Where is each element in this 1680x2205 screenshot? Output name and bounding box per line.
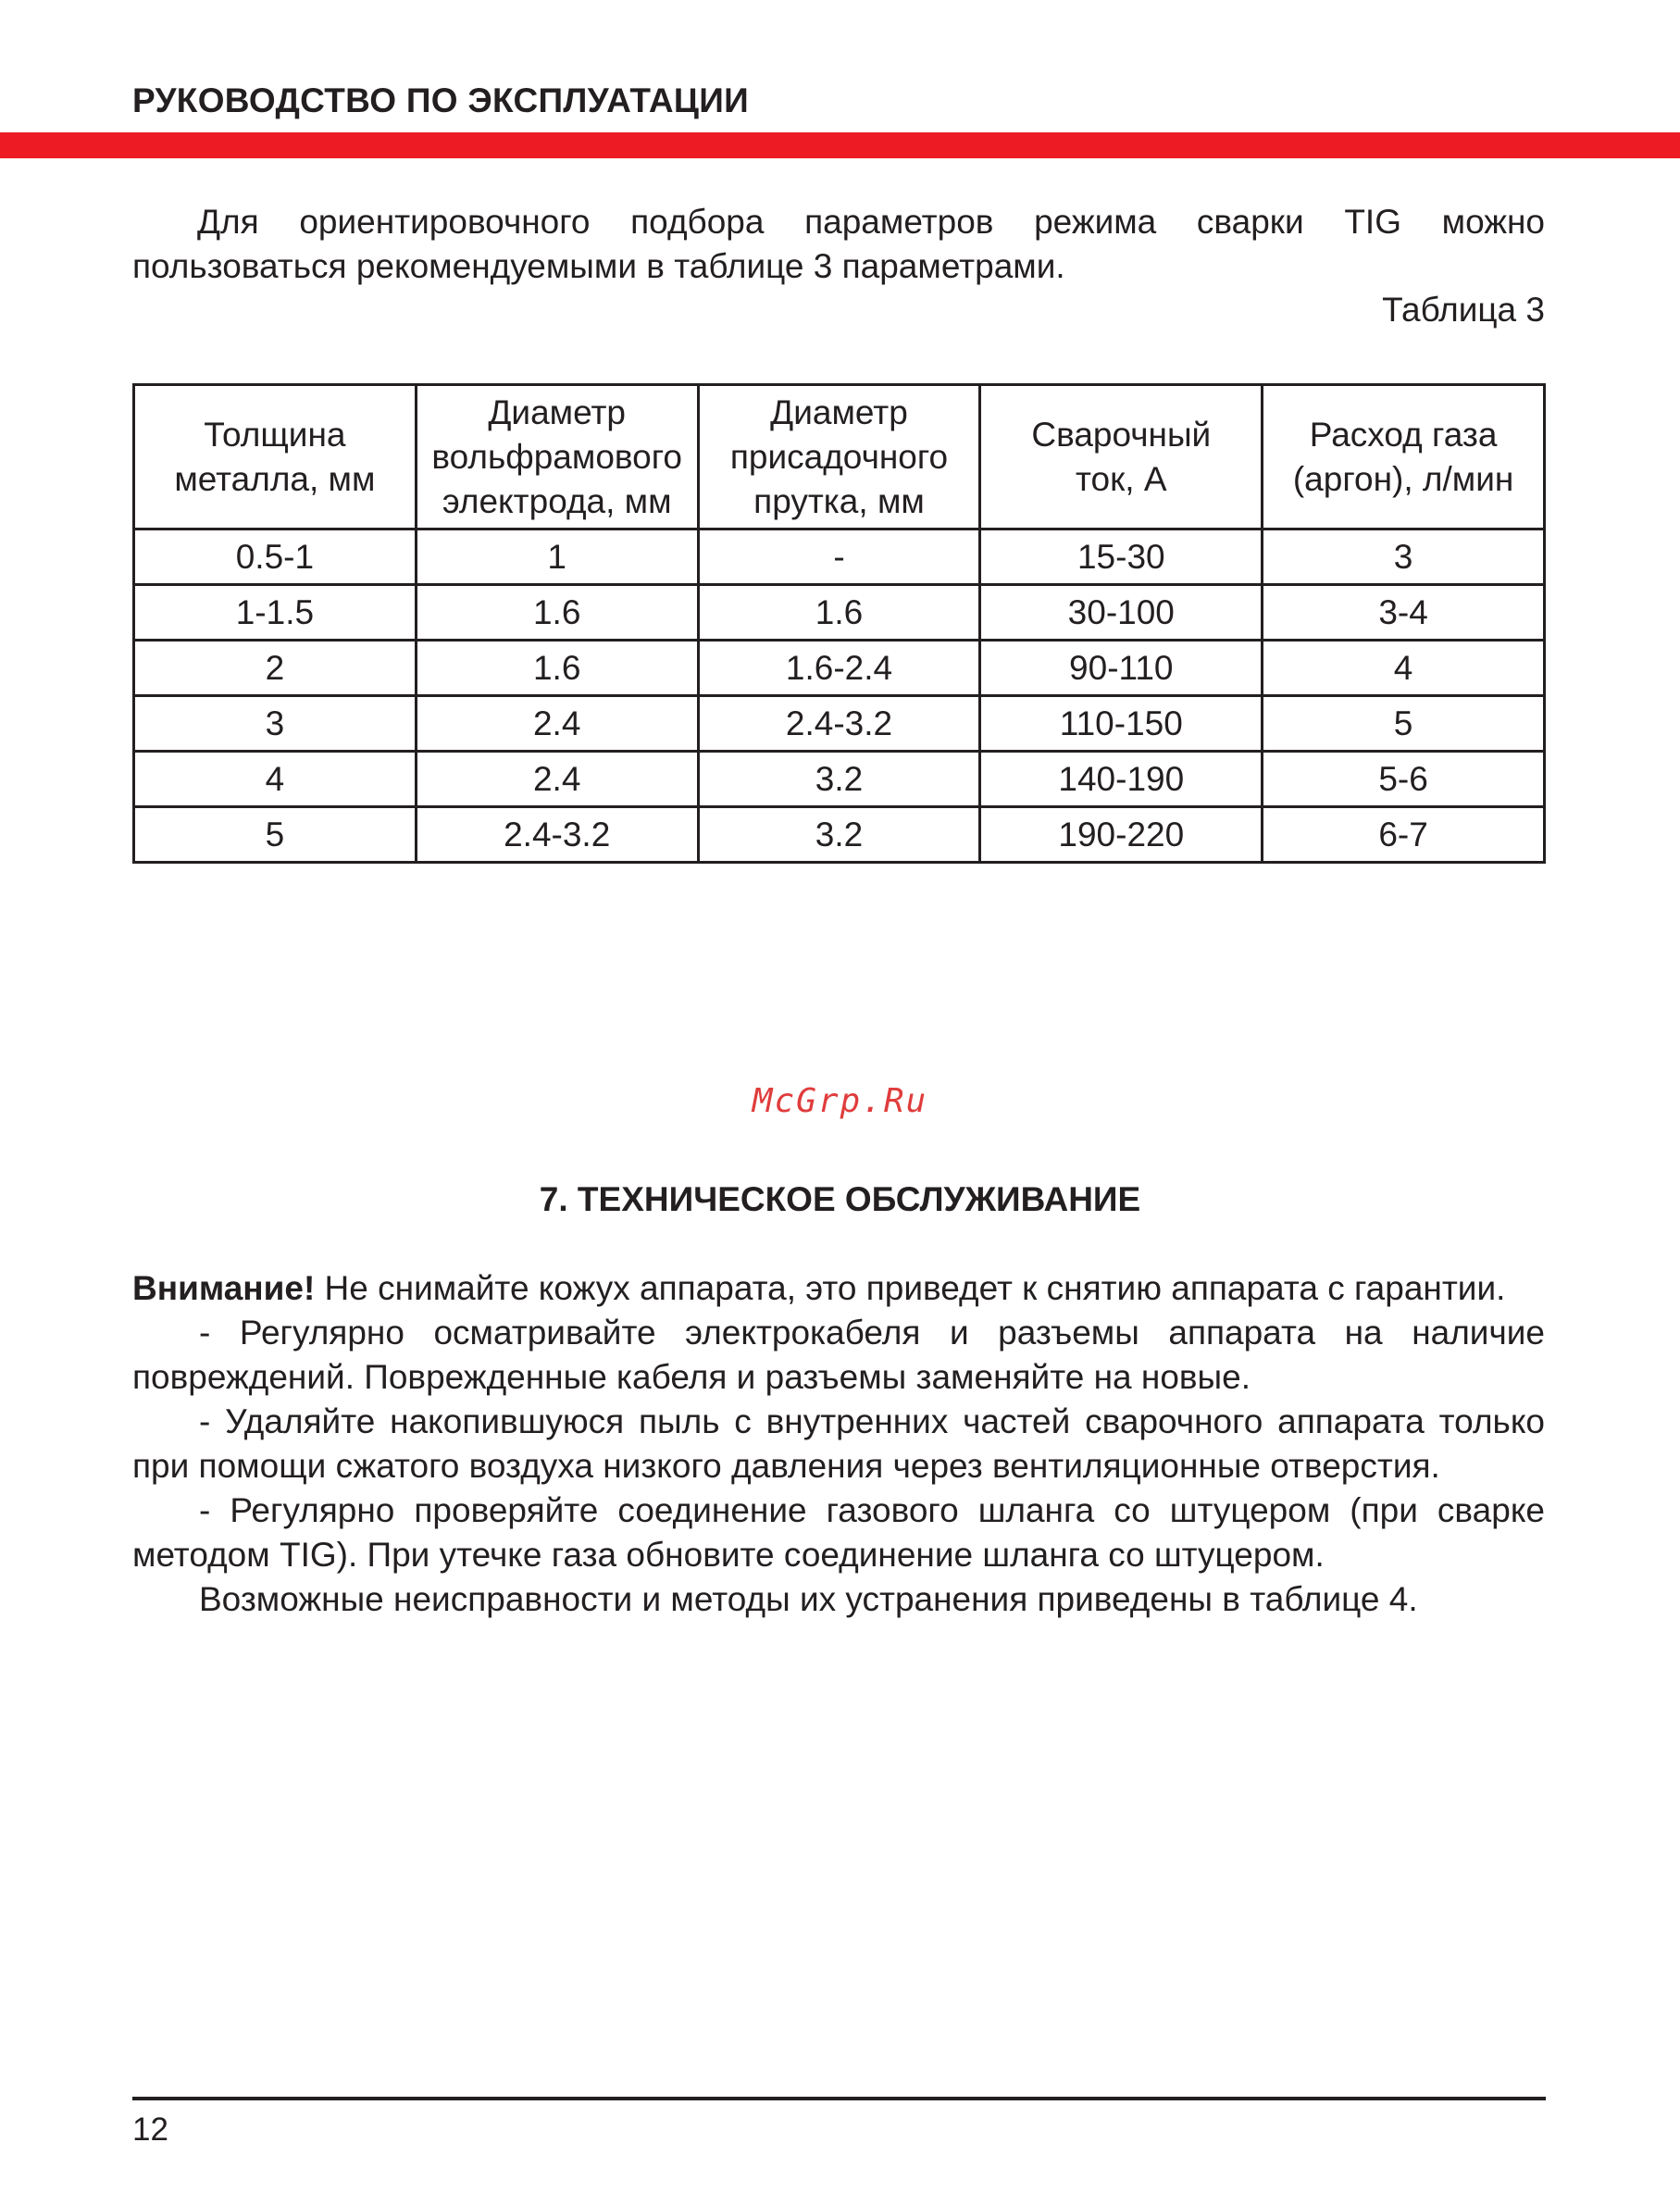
table-row (134, 696, 1545, 752)
table-cell: 140-190 (980, 752, 1263, 807)
table-cell: 2.4-3.2 (416, 807, 698, 863)
header-welding-current: Сварочный ток, А (980, 385, 1263, 529)
table-cell: 1-1.5 (134, 585, 417, 641)
table-cell: 3.2 (698, 752, 980, 807)
table-caption: Таблица 3 (1382, 291, 1545, 329)
section-title: 7. ТЕХНИЧЕСКОЕ ОБСЛУЖИВАНИЕ (539, 1180, 1141, 1218)
table-cell: 1 (416, 529, 698, 585)
watermark: McGrp.Ru (752, 1082, 928, 1120)
warning-text: Не снимайте кожух аппарата, это приведет к снятию аппарата с гарантии. (315, 1269, 1506, 1307)
table-cell: 5-6 (1263, 752, 1545, 807)
list-item: - Регулярно осматривайте электрокабеля и разъемы аппарата на наличие повреждений. Поврежденные кабеля и разъемы заменяйте на новые. (132, 1314, 1545, 1396)
table-cell: 30-100 (980, 585, 1263, 641)
table-cell: 1.6 (416, 585, 698, 641)
table-cell: 4 (1263, 641, 1545, 696)
table-cell: 190-220 (980, 807, 1263, 863)
table-cell: 1.6 (416, 641, 698, 696)
table-cell: 3-4 (1263, 585, 1545, 641)
page-number: 12 (132, 2112, 168, 2148)
running-header: РУКОВОДСТВО ПО ЭКСПЛУАТАЦИИ (132, 81, 750, 119)
header-color-bar (0, 132, 1680, 158)
table-cell: 2.4 (416, 752, 698, 807)
table-cell: 5 (1263, 696, 1545, 752)
table-cell: - (698, 529, 980, 585)
header-gas-flow: Расход газа (аргон), л/мин (1263, 385, 1545, 529)
table-row (134, 807, 1545, 863)
table-cell: 110-150 (980, 696, 1263, 752)
warning-paragraph (132, 1266, 1545, 1311)
table-cell: 6-7 (1263, 807, 1545, 863)
intro-text: Для ориентировочного подбора параметров режима сварки TIG можно пользоваться рекомендуемыми в таблице 3 параметрами. (132, 203, 1545, 285)
table-row (134, 585, 1545, 641)
table-cell: 4 (134, 752, 417, 807)
table-row (134, 529, 1545, 585)
table-cell: 90-110 (980, 641, 1263, 696)
welding-parameters-table (132, 383, 1546, 864)
table-cell: 2.4 (416, 696, 698, 752)
table-cell: 15-30 (980, 529, 1263, 585)
table-cell: 2 (134, 641, 417, 696)
footer-divider (132, 2097, 1546, 2100)
intro-paragraph (132, 200, 1545, 289)
table-row (134, 752, 1545, 807)
table-cell: 2.4-3.2 (698, 696, 980, 752)
header-filler-diameter: Диаметр присадочного прутка, мм (698, 385, 980, 529)
warning-label: Внимание! (132, 1269, 316, 1307)
table-cell: 3 (1263, 529, 1545, 585)
table-cell: 3 (134, 696, 417, 752)
list-item: - Удаляйте накопившуюся пыль с внутренних частей сварочного аппарата только при помощи сжатого воздуха низкого давления через вентиляционные отверстия. (132, 1402, 1545, 1485)
table-cell: 0.5-1 (134, 529, 417, 585)
table-cell: 1.6 (698, 585, 980, 641)
list-item: Возможные неисправности и методы их устранения приведены в таблице 4. (199, 1580, 1418, 1618)
list-item: - Регулярно проверяйте соединение газового шланга со штуцером (при сварке методом TIG). При утечке газа обновите соединение шланга со штуцером. (132, 1491, 1545, 1574)
header-tungsten-diameter: Диаметр вольфрамового электрода, мм (416, 385, 698, 529)
header-metal-thickness: Толщина металла, мм (134, 385, 417, 529)
maintenance-text (132, 1266, 1545, 1622)
table-cell: 5 (134, 807, 417, 863)
table-row (134, 641, 1545, 696)
table-cell: 3.2 (698, 807, 980, 863)
table-header-row (134, 385, 1545, 529)
table-cell: 1.6-2.4 (698, 641, 980, 696)
